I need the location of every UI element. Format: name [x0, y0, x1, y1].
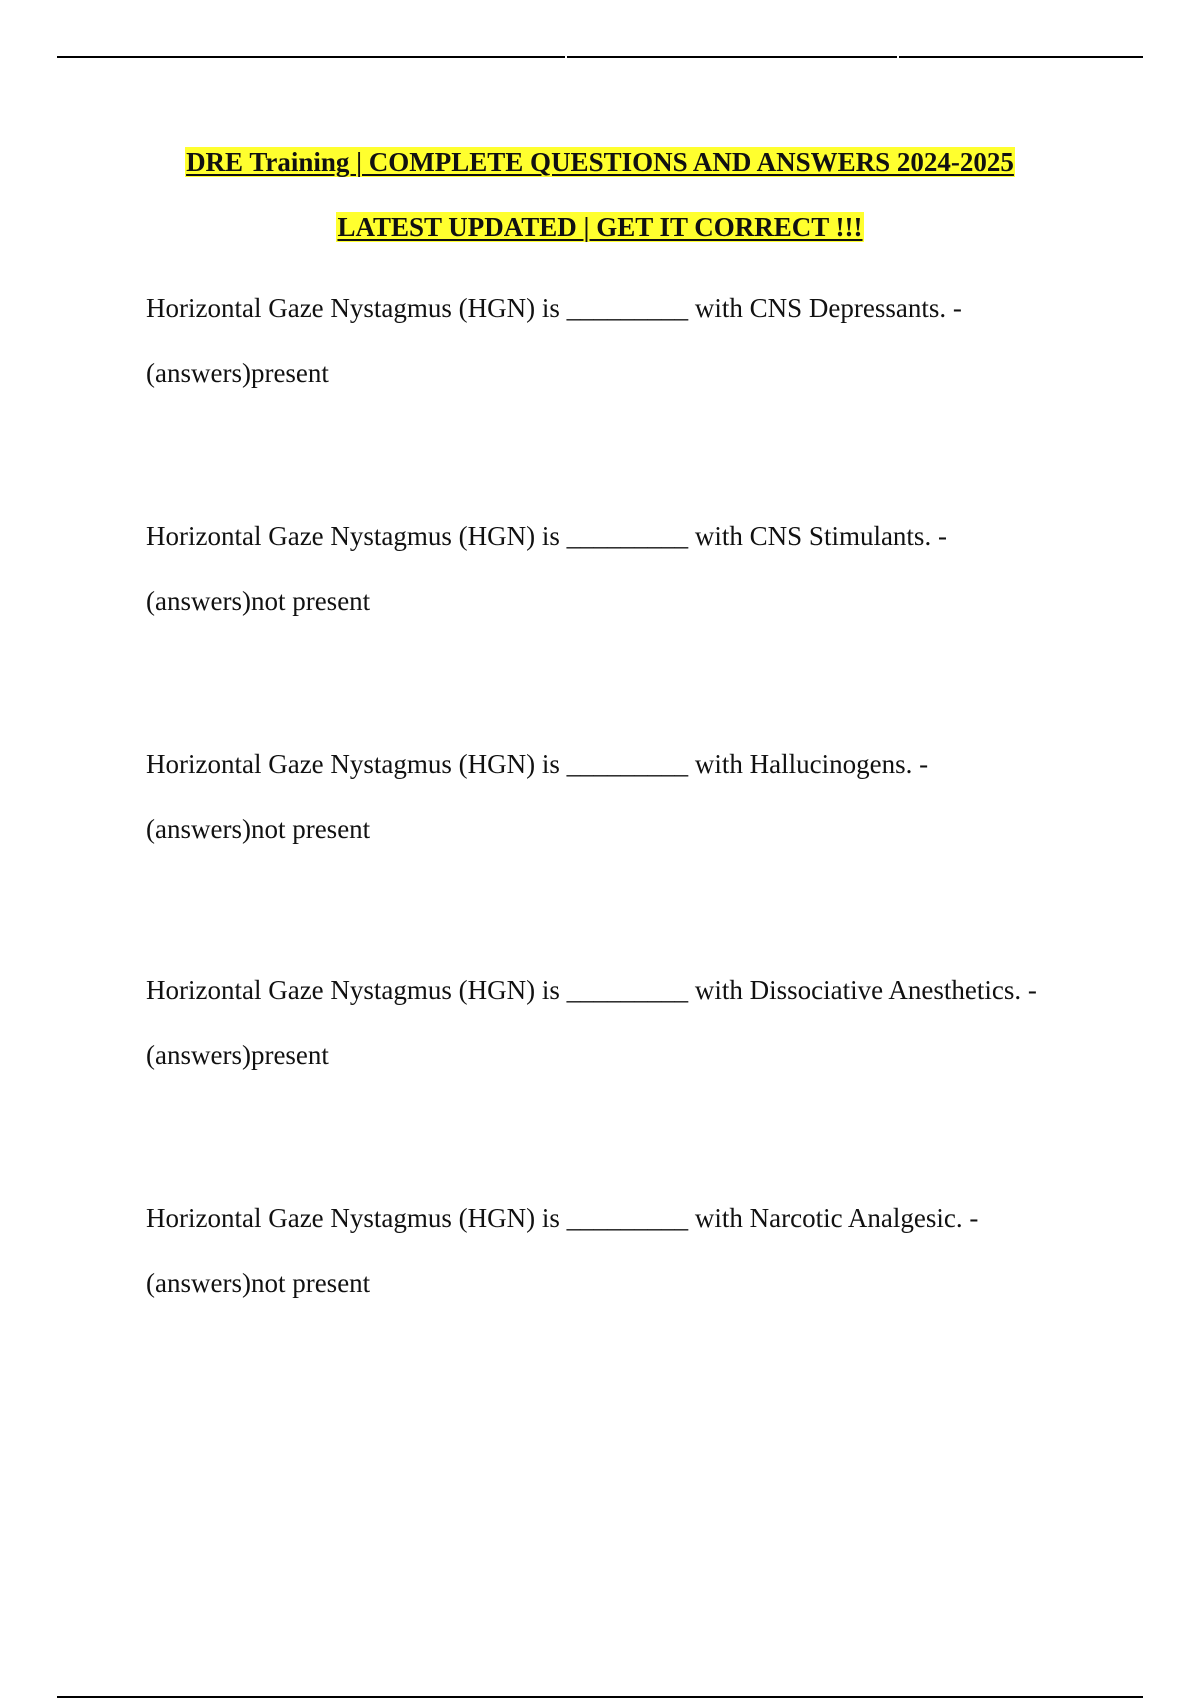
question-text: Horizontal Gaze Nystagmus (HGN) is _________ with Narcotic Analgesic. -: [146, 1203, 979, 1233]
header-rule-left: [57, 56, 565, 58]
qa-item-1: [146, 291, 1146, 421]
question-text: Horizontal Gaze Nystagmus (HGN) is _________ with Hallucinogens. -: [146, 749, 929, 779]
title-line-2-text: LATEST UPDATED | GET IT CORRECT !!!: [337, 212, 863, 242]
header-rule-middle: [567, 56, 897, 58]
qa-item-3: [146, 747, 1146, 877]
question-text: Horizontal Gaze Nystagmus (HGN) is _________ with CNS Depressants. -: [146, 293, 962, 323]
question-text: Horizontal Gaze Nystagmus (HGN) is _________ with Dissociative Anesthetics. -: [146, 975, 1037, 1005]
document-title-line-1: [0, 146, 1200, 178]
answer-text: (answers)not present: [146, 1268, 371, 1298]
document-title-line-2: [0, 211, 1200, 243]
footer-rule: [57, 1696, 1143, 1698]
answer-text: (answers)present: [146, 358, 329, 388]
title-line-1-text: DRE Training | COMPLETE QUESTIONS AND ANSWERS 2024-2025: [186, 147, 1014, 177]
qa-item-2: [146, 519, 1146, 649]
header-rule-right: [899, 56, 1143, 58]
answer-text: (answers)not present: [146, 586, 371, 616]
qa-item-4: [146, 973, 1146, 1103]
question-text: Horizontal Gaze Nystagmus (HGN) is _________ with CNS Stimulants. -: [146, 521, 947, 551]
answer-text: (answers)present: [146, 1040, 329, 1070]
answer-text: (answers)not present: [146, 814, 371, 844]
qa-item-5: [146, 1201, 1146, 1331]
